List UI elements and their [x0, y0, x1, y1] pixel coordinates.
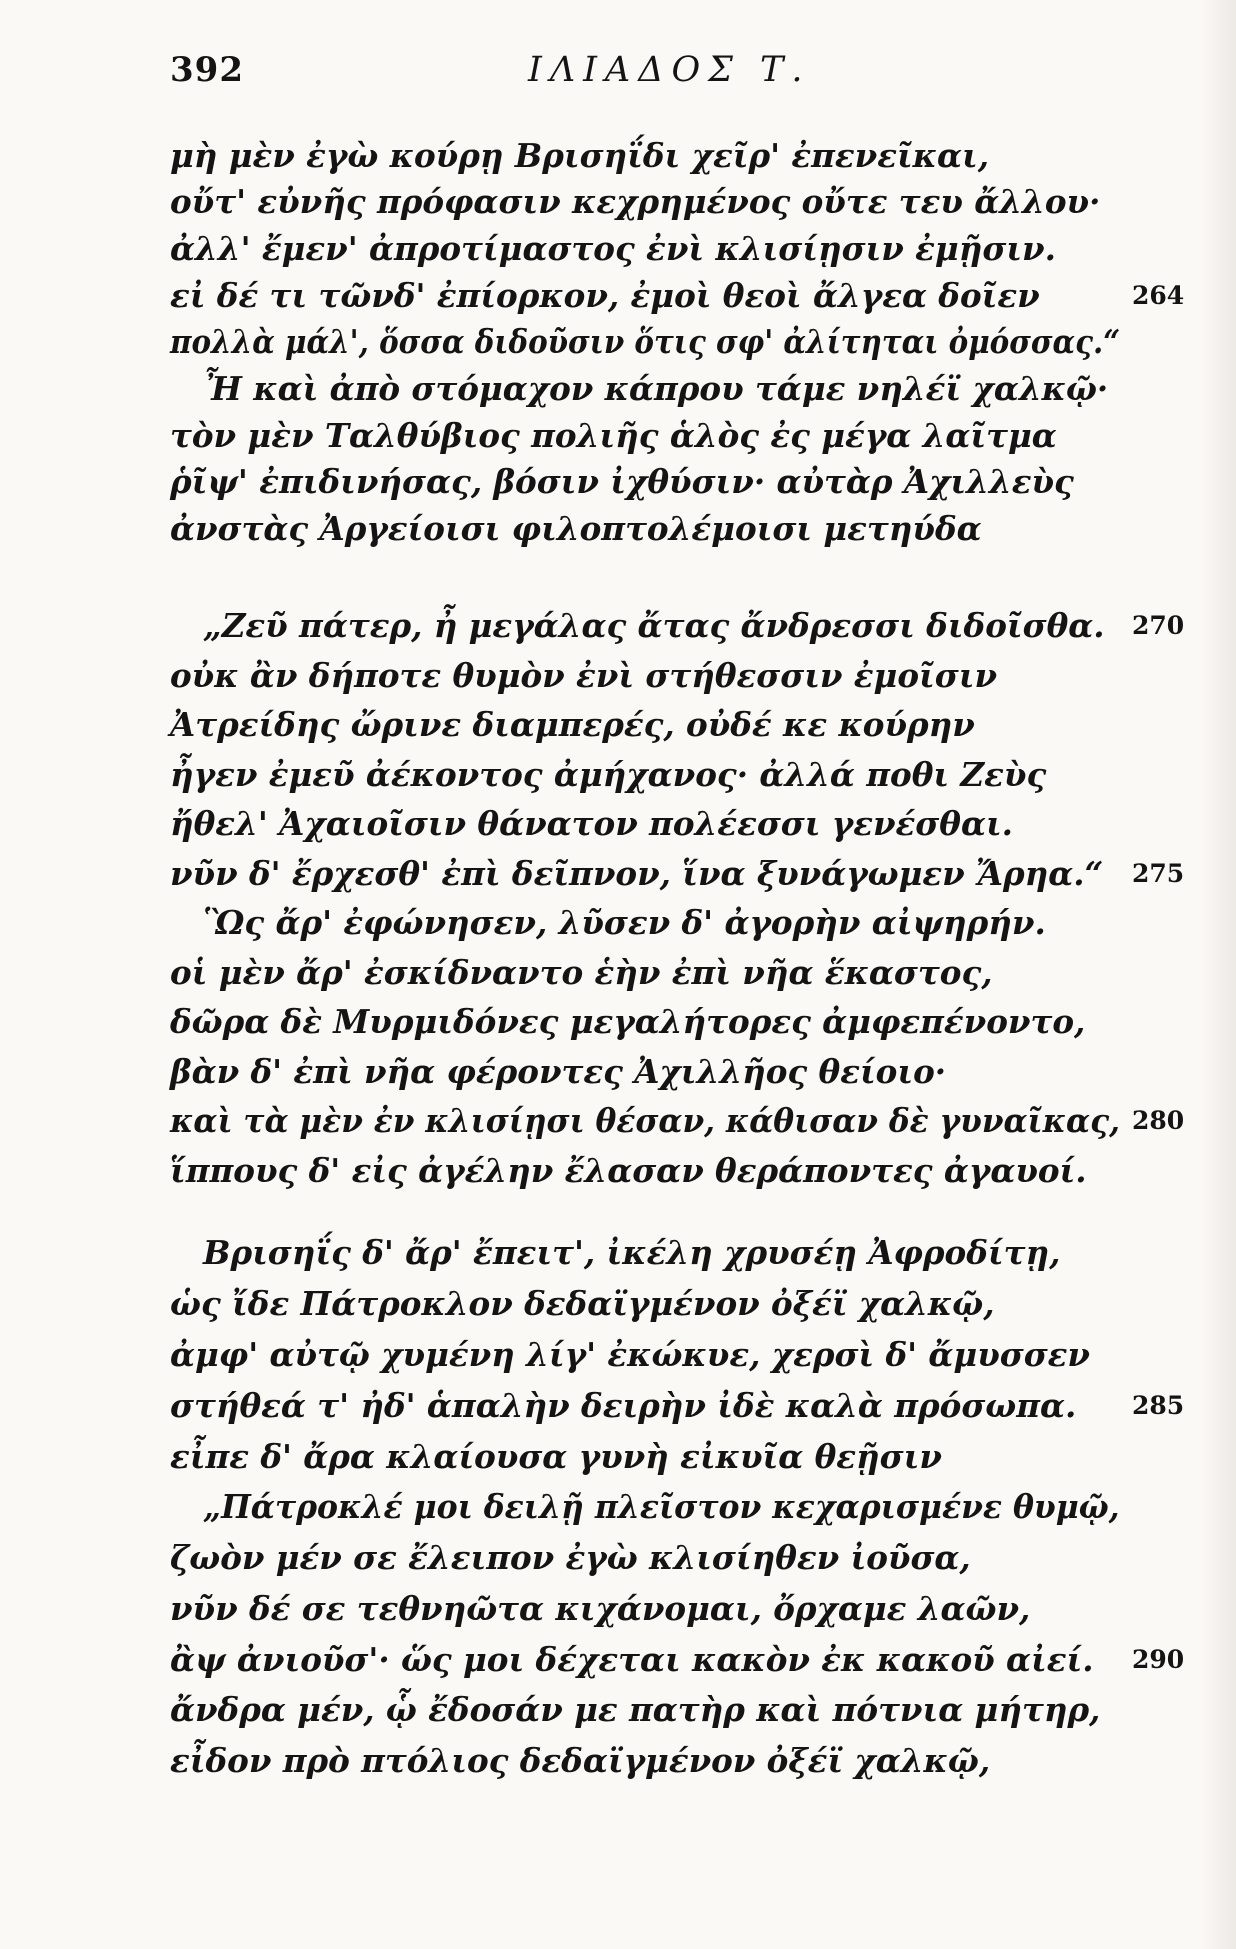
verse-line: ἀλλ' ἔμεν' ἀπροτίμαστος ἐνὶ κλισίῃσιν ἐμῇσιν.: [170, 229, 1056, 268]
verse-line: νῦν δέ σε τεθνηῶτα κιχάνομαι, ὄρχαμε λαῶν,: [170, 1589, 1031, 1628]
verse-line: Ἦ καὶ ἀπὸ στόμαχον κάπρου τάμε νηλέϊ χαλκῷ·: [203, 369, 1109, 408]
verse-line: καὶ τὰ μὲν ἐν κλισίῃσι θέσαν, κάθισαν δὲ γυναῖκας,: [170, 1101, 1120, 1140]
verse-line: στήθεά τ' ἠδ' ἁπαλὴν δειρὴν ἰδὲ καλὰ πρόσωπα.: [170, 1386, 1077, 1425]
facing-page-edge: [1200, 0, 1236, 1949]
verse-line: δῶρα δὲ Μυρμιδόνες μεγαλήτορες ἀμφεπένοντο,: [170, 1002, 1086, 1041]
verse-line: ῥῖψ' ἐπιδινήσας, βόσιν ἰχθύσιν· αὐτὰρ Ἀχιλλεὺς: [170, 462, 1074, 501]
running-title: ΙΛΙΑΔΟΣ Τ.: [528, 50, 811, 90]
verse-line: εἶπε δ' ἄρα κλαίουσα γυνὴ εἰκυῖα θεῇσιν: [170, 1437, 942, 1476]
verse-line: οὔτ' εὐνῆς πρόφασιν κεχρημένος οὔτε τευ ἄλλου·: [170, 182, 1101, 221]
line-number: 264: [1132, 281, 1185, 310]
line-number: 275: [1132, 859, 1185, 888]
verse-line: ἄνδρα μέν, ᾧ ἔδοσάν με πατὴρ καὶ πότνια μήτηρ,: [170, 1690, 1101, 1729]
verse-line: οἱ μὲν ἄρ' ἐσκίδναντο ἑὴν ἐπὶ νῆα ἕκαστος,: [170, 953, 993, 992]
verse-line: νῦν δ' ἔρχεσθ' ἐπὶ δεῖπνον, ἵνα ξυνάγωμεν Ἄρηα.“: [170, 854, 1104, 893]
verse-line: τὸν μὲν Ταλθύβιος πολιῆς ἁλὸς ἐς μέγα λαῖτμα: [170, 416, 1057, 455]
verse-line: ἤθελ' Ἀχαιοῖσιν θάνατον πολέεσσι γενέσθαι.: [170, 804, 1014, 843]
verse-line: ἀνστὰς Ἀργείοισι φιλοπτολέμοισι μετηύδα: [170, 509, 982, 548]
verse-line: Βρισηΐς δ' ἄρ' ἔπειτ', ἰκέλη χρυσέῃ Ἀφροδίτῃ,: [203, 1233, 1061, 1272]
verse-line: ἀμφ' αὐτῷ χυμένη λίγ' ἐκώκυε, χερσὶ δ' ἄμυσσεν: [170, 1335, 1090, 1374]
verse-line: ζωὸν μέν σε ἔλειπον ἐγὼ κλισίηθεν ἰοῦσα,: [170, 1538, 971, 1577]
verse-line: ἂψ ἀνιοῦσ'· ὥς μοι δέχεται κακὸν ἐκ κακοῦ αἰεί.: [170, 1640, 1094, 1679]
line-number: 290: [1132, 1645, 1185, 1674]
verse-line: „Πάτροκλέ μοι δειλῇ πλεῖστον κεχαρισμένε θυμῷ,: [203, 1487, 1120, 1526]
verse-line: μὴ μὲν ἐγὼ κούρῃ Βρισηΐδι χεῖρ' ἐπενεῖκαι,: [170, 136, 990, 175]
verse-line: οὐκ ἂν δήποτε θυμὸν ἐνὶ στήθεσσιν ἐμοῖσιν: [170, 656, 997, 695]
verse-line: „Ζεῦ πάτερ, ἦ μεγάλας ἄτας ἄνδρεσσι διδοῖσθα.: [203, 606, 1105, 645]
verse-line: βὰν δ' ἐπὶ νῆα φέροντες Ἀχιλλῆος θείοιο·: [170, 1052, 947, 1091]
page-number: 392: [170, 50, 244, 90]
verse-line: Ὣς ἄρ' ἐφώνησεν, λῦσεν δ' ἀγορὴν αἰψηρήν.: [203, 903, 1046, 942]
line-number: 285: [1132, 1391, 1185, 1420]
verse-line: ἦγεν ἐμεῦ ἀέκοντος ἀμήχανος· ἀλλά ποθι Ζεὺς: [170, 755, 1047, 794]
verse-line: ἵππους δ' εἰς ἀγέλην ἔλασαν θεράποντες ἀγαυοί.: [170, 1151, 1087, 1190]
verse-line: πολλὰ μάλ', ὅσσα διδοῦσιν ὅτις σφ' ἀλίτηται ὀμόσσας.“: [170, 322, 1121, 361]
verse-line: Ἀτρείδης ὤρινε διαμπερές, οὐδέ κε κούρην: [170, 705, 975, 744]
verse-line: εἰ δέ τι τῶνδ' ἐπίορκον, ἐμοὶ θεοὶ ἄλγεα δοῖεν: [170, 276, 1040, 315]
line-number: 270: [1132, 611, 1185, 640]
line-number: 280: [1132, 1106, 1185, 1135]
verse-line: ὡς ἴδε Πάτροκλον δεδαϊγμένον ὀξέϊ χαλκῷ,: [170, 1284, 995, 1323]
verse-line: εἶδον πρὸ πτόλιος δεδαϊγμένον ὀξέϊ χαλκῷ,: [170, 1741, 991, 1780]
